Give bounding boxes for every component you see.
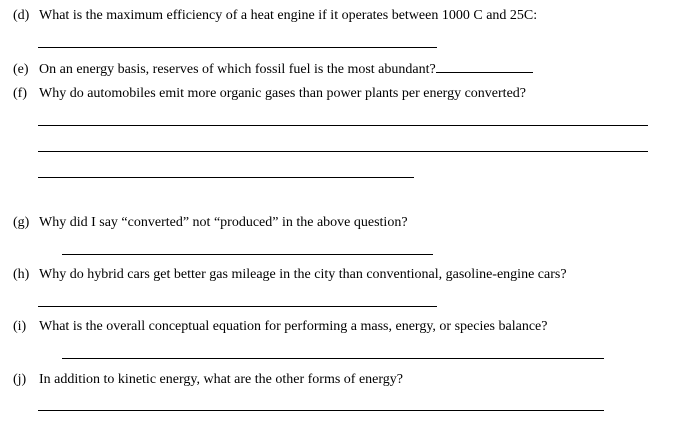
answer-line-f-2[interactable] xyxy=(38,151,648,152)
question-h-text: Why do hybrid cars get better gas mileage in the city than conventional, gasoline-engine cars? xyxy=(39,267,567,282)
question-f-number: (f) xyxy=(13,86,27,101)
answer-line-h[interactable] xyxy=(38,306,437,307)
question-j-text: In addition to kinetic energy, what are the other forms of energy? xyxy=(39,372,404,387)
question-d-text: What is the maximum efficiency of a heat engine if it operates between 1000 C and 25C: xyxy=(39,8,538,23)
question-g-number: (g) xyxy=(13,215,30,230)
question-g xyxy=(13,215,408,231)
answer-blank-e[interactable] xyxy=(436,60,533,73)
question-i xyxy=(13,319,547,335)
question-h-number: (h) xyxy=(13,267,30,282)
question-e xyxy=(13,60,533,78)
answer-line-j[interactable] xyxy=(38,410,604,411)
question-j xyxy=(13,372,403,388)
answer-line-g[interactable] xyxy=(62,254,433,255)
question-d-number: (d) xyxy=(13,8,30,23)
question-e-text: On an energy basis, reserves of which fossil fuel is the most abundant? xyxy=(39,62,436,77)
question-i-text: What is the overall conceptual equation for performing a mass, energy, or species balance? xyxy=(39,319,548,334)
answer-line-d[interactable] xyxy=(38,47,437,48)
answer-line-f-3[interactable] xyxy=(38,177,414,178)
question-f-text: Why do automobiles emit more organic gases than power plants per energy converted? xyxy=(39,86,526,101)
question-e-number: (e) xyxy=(13,62,29,77)
answer-line-f-1[interactable] xyxy=(38,125,648,126)
answer-line-i[interactable] xyxy=(62,358,604,359)
question-f xyxy=(13,86,526,102)
question-j-number: (j) xyxy=(13,372,27,387)
question-d xyxy=(13,8,537,24)
question-i-number: (i) xyxy=(13,319,27,334)
question-h xyxy=(13,267,567,283)
question-g-text: Why did I say “converted” not “produced” in the above question? xyxy=(39,215,408,230)
